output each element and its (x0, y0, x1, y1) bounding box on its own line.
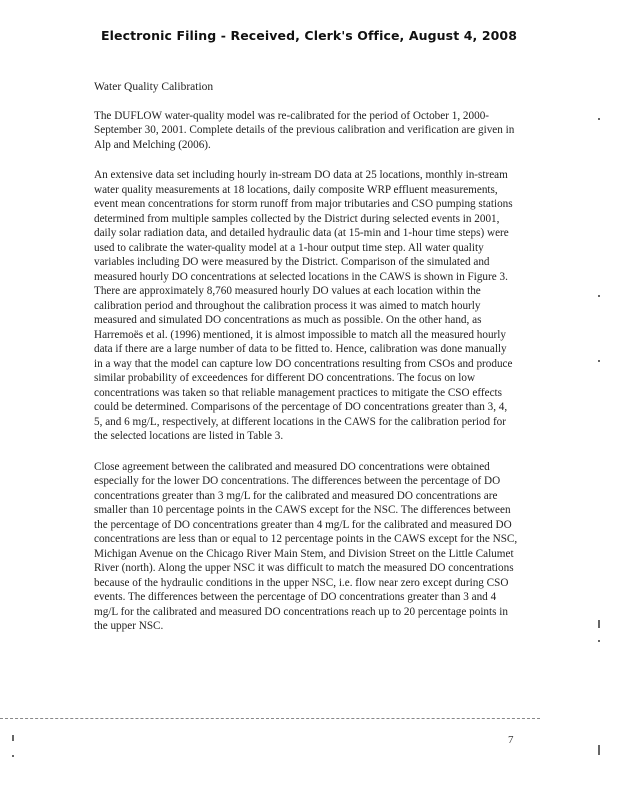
page-number: 7 (508, 734, 514, 746)
scan-speck (598, 295, 600, 297)
scan-speck (598, 118, 600, 120)
footer-rule (0, 718, 540, 719)
scan-speck (598, 360, 600, 362)
paragraph-agreement: Close agreement between the calibrated and measured DO concentrations were obtained especially for the lower DO concentrations. The differences between the percentage of DO concentrations greater than 3 mg/L for the calibrated and measured DO concentrations are smaller than 10 percentage points in the CAWS except for the NSC. The differences between the percentage of DO concentrations greater than 4 mg/L for the calibrated and measured DO concentrations are less than or equal to 12 percentage points in the CAWS except for the NSC, Michigan Avenue on the Chicago River Main Stem, and Division Street on the Little Calumet River (north). Along the upper NSC it was difficult to match the measured DO concentrations because of the hydraulic conditions in the upper NSC, i.e. flow near zero except during CSO events. The differences between the percentage of DO concentrations greater than 3 and 4 mg/L for the calibrated and measured DO concentrations reach up to 20 percentage points in the upper NSC. (94, 460, 518, 632)
scan-speck (598, 640, 600, 642)
scan-speck (598, 620, 600, 628)
paragraph-data-set: An extensive data set including hourly in-stream DO data at 25 locations, monthly in-stream water quality measurements at 18 locations, daily composite WRP effluent measurements, event mean concentrations for storm runoff from major tributaries and CSO pumping stations determined from multiple samples collected by the District during selected events in 2001, daily solar radiation data, and detailed hydraulic data (at 15-min and 1-hour time steps) were used to calibrate the water-quality model at a 1-hour output time step. All water quality variables including DO were measured by the District. Comparison of the simulated and measured hourly DO concentrations at selected locations in the CAWS is shown in Figure 3. There are approximately 8,760 measured hourly DO values at each location within the calibration period and throughout the calibration process it was aimed to match hourly measured and simulated DO concentrations as much as possible. On the other hand, as Harremoës et al. (1996) mentioned, it is almost impossible to match all the measured hourly data if there are a large number of data to be fitted to. Hence, calibration was done manually in a way that the model can capture low DO concentrations resulting from CSOs and produce similar probability of exceedences for different DO concentrations. The focus on low concentrations was taken so that reliable management practices to mitigate the CSO effects could be determined. Comparisons of the percentage of DO concentrations greater than 3, 4, 5, and 6 mg/L, respectively, at different locations in the CAWS for the calibration period for the selected locations are listed in Table 3. (94, 169, 513, 442)
scan-speck (12, 735, 14, 741)
filing-stamp-header: Electronic Filing - Received, Clerk's Office, August 4, 2008 (100, 28, 518, 43)
scan-speck (598, 745, 600, 755)
section-heading: Water Quality Calibration (94, 81, 214, 93)
scan-speck (12, 755, 14, 757)
document-body (94, 80, 518, 650)
paragraph-recalibration: The DUFLOW water-quality model was re-calibrated for the period of October 1, 2000-September 30, 2001. Complete details of the previous calibration and verification are given in Alp and Melching (2006). (94, 109, 515, 151)
